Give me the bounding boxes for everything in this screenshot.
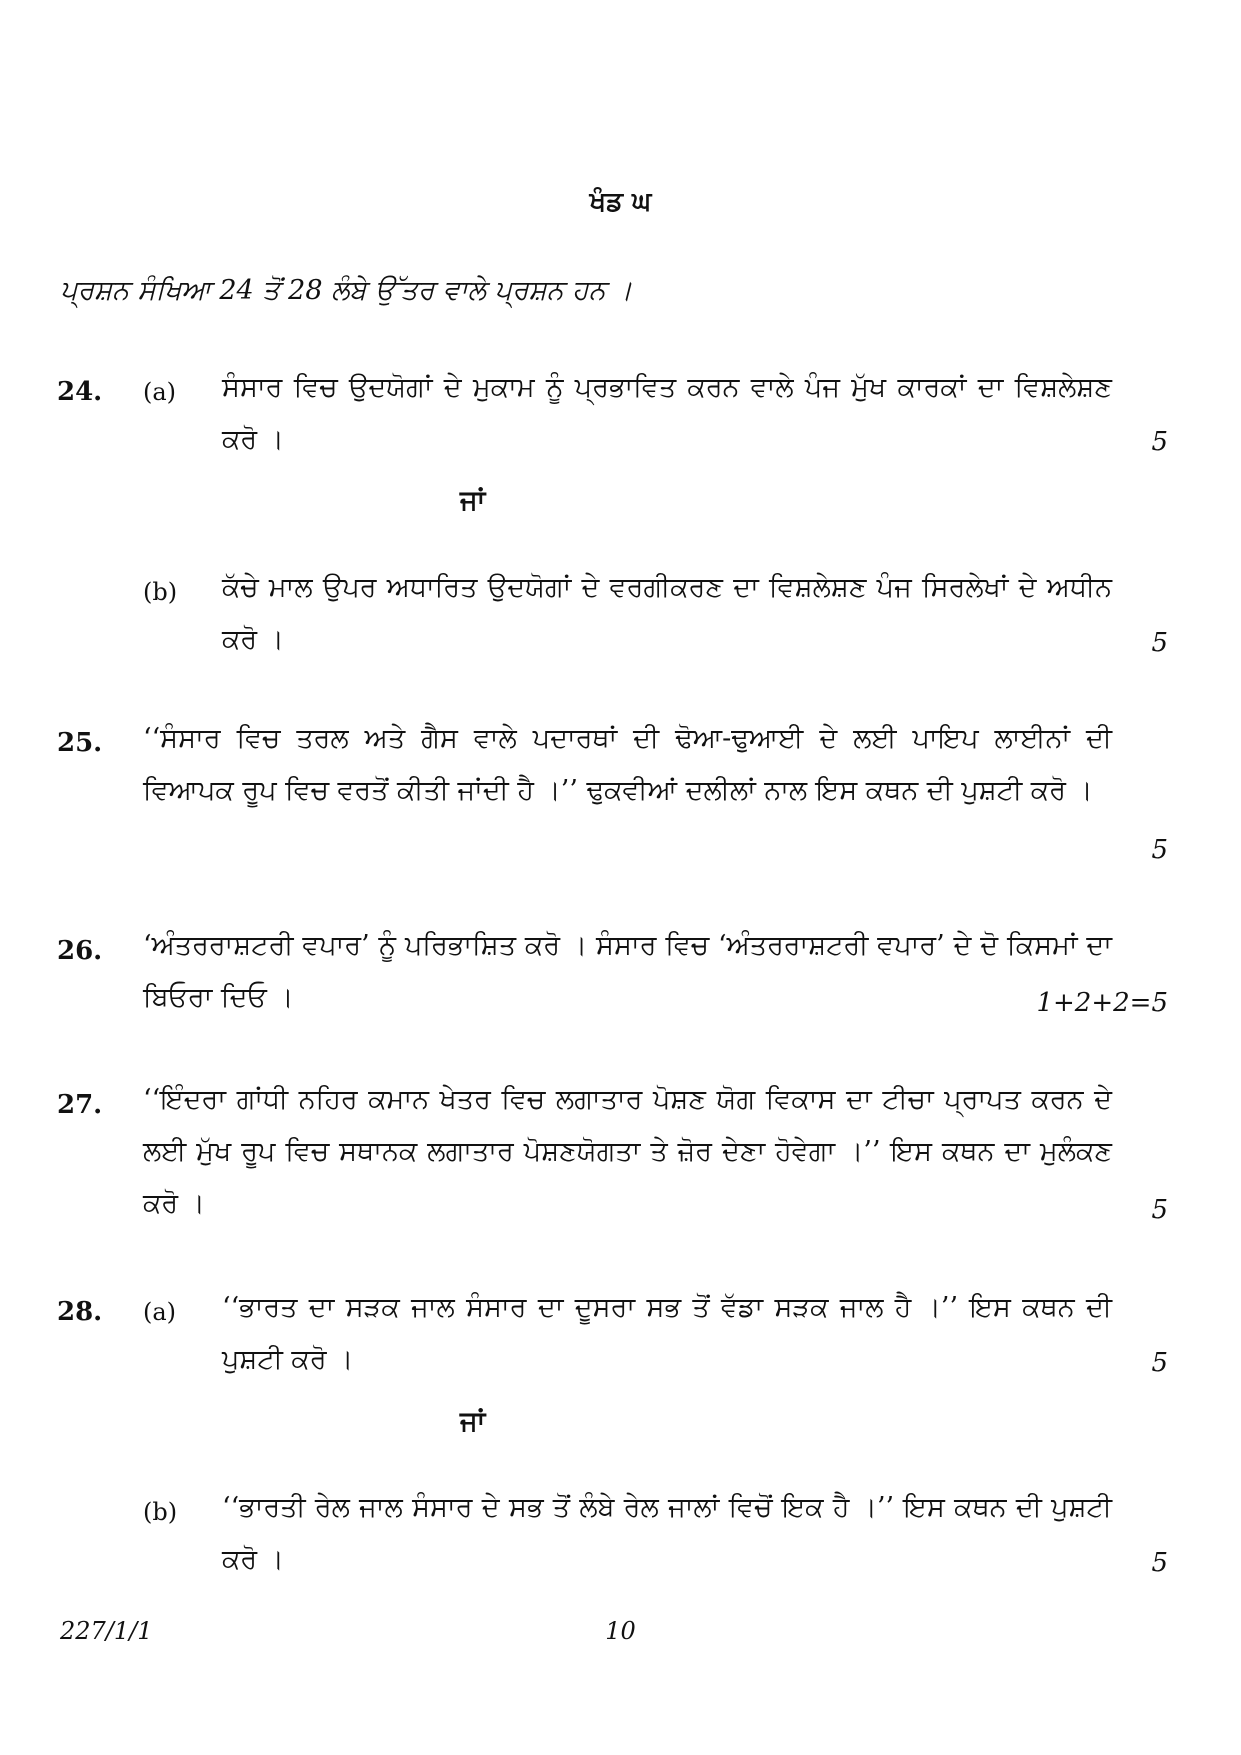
option-a-text: ‘‘ਭਾਰਤ ਦਾ ਸੜਕ ਜਾਲ ਸੰਸਾਰ ਦਾ ਦੂਸਰਾ ਸਭ ਤੋਂ ਵੱਡਾ ਸੜਕ ਜਾਲ ਹੈ ।’’ ਇਸ ਕਥਨ ਦੀ ਪੁਸ਼ਟੀ ਕਰੋ । [222, 1292, 1112, 1375]
option-b-text: ‘‘ਭਾਰਤੀ ਰੇਲ ਜਾਲ ਸੰਸਾਰ ਦੇ ਸਭ ਤੋਂ ਲੰਬੇ ਰੇਲ ਜਾਲਾਂ ਵਿਚੋਂ ਇਕ ਹੈ ।’’ ਇਸ ਕਥਨ ਦੀ ਪੁਸ਼ਟੀ ਕਰੋ । [222, 1492, 1112, 1575]
marks: 5 [1151, 1548, 1168, 1578]
section-instruction: ਪ੍ਰਸ਼ਨ ਸੰਖਿਆ 24 ਤੋਂ 28 ਲੰਬੇ ਉੱਤਰ ਵਾਲੇ ਪ੍ਰਸ਼ਨ ਹਨ । [60, 275, 633, 306]
marks: 5 [1151, 427, 1168, 457]
question-text: ‘ਅੰਤਰਰਾਸ਼ਟਰੀ ਵਪਾਰ’ ਨੂੰ ਪਰਿਭਾਸ਼ਿਤ ਕਰੋ । ਸੰਸਾਰ ਵਿਚ ‘ਅੰਤਰਰਾਸ਼ਟਰੀ ਵਪਾਰ’ ਦੇ ਦੋ ਕਿਸਮਾਂ ਦਾ ਬਿਓਰਾ ਦਿਓ । [143, 930, 1112, 1013]
question-number: 24. [57, 377, 103, 407]
option-a-label: (a) [143, 378, 177, 406]
marks: 5 [1151, 1348, 1168, 1378]
option-b-text: ਕੱਚੇ ਮਾਲ ਉਪਰ ਅਧਾਰਿਤ ਉਦਯੋਗਾਂ ਦੇ ਵਰਗੀਕਰਣ ਦਾ ਵਿਸ਼ਲੇਸ਼ਣ ਪੰਜ ਸਿਰਲੇਖਾਂ ਦੇ ਅਧੀਨ ਕਰੋ । [222, 572, 1112, 655]
question-number: 28. [57, 1297, 103, 1327]
question-text: ‘‘ਇੰਦਰਾ ਗਾਂਧੀ ਨਹਿਰ ਕਮਾਨ ਖੇਤਰ ਵਿਚ ਲਗਾਤਾਰ ਪੋਸ਼ਣ ਯੋਗ ਵਿਕਾਸ ਦਾ ਟੀਚਾ ਪ੍ਰਾਪਤ ਕਰਨ ਦੇ ਲਈ ਮੁੱਖ ਰੂਪ ਵਿਚ ਸਥਾਨਕ ਲਗਾਤਾਰ ਪੋਸ਼ਣਯੋਗਤਾ ਤੇ ਜ਼ੋਰ ਦੇਣਾ ਹੋਵੇਗਾ ।’’ ਇਸ ਕਥਨ ਦਾ ਮੁਲੰਕਣ ਕਰੋ । [143, 1084, 1112, 1219]
marks: 1+2+2=5 [1036, 988, 1168, 1018]
option-b-label: (b) [143, 1498, 178, 1526]
question-number: 25. [57, 728, 103, 758]
marks: 5 [1151, 1195, 1168, 1225]
marks: 5 [1151, 835, 1168, 865]
question-number: 27. [57, 1090, 103, 1120]
option-b-label: (b) [143, 578, 178, 606]
page-number: 10 [605, 1617, 636, 1645]
section-title: ਖੰਡ ਘ [589, 187, 652, 217]
or-divider: ਜਾਂ [460, 485, 486, 516]
option-a-text: ਸੰਸਾਰ ਵਿਚ ਉਦਯੋਗਾਂ ਦੇ ਮੁਕਾਮ ਨੂੰ ਪ੍ਰਭਾਵਿਤ ਕਰਨ ਵਾਲੇ ਪੰਜ ਮੁੱਖ ਕਾਰਕਾਂ ਦਾ ਵਿਸ਼ਲੇਸ਼ਣ ਕਰੋ । [222, 372, 1112, 455]
paper-code: 227/1/1 [60, 1617, 153, 1645]
marks: 5 [1151, 628, 1168, 658]
option-a-label: (a) [143, 1298, 177, 1326]
or-divider: ਜਾਂ [460, 1406, 486, 1437]
question-number: 26. [57, 936, 103, 966]
question-text: ‘‘ਸੰਸਾਰ ਵਿਚ ਤਰਲ ਅਤੇ ਗੈਸ ਵਾਲੇ ਪਦਾਰਥਾਂ ਦੀ ਢੋਆ-ਢੁਆਈ ਦੇ ਲਈ ਪਾਇਪ ਲਾਈਨਾਂ ਦੀ ਵਿਆਪਕ ਰੂਪ ਵਿਚ ਵਰਤੋਂ ਕੀਤੀ ਜਾਂਦੀ ਹੈ ।’’ ਢੁਕਵੀਆਂ ਦਲੀਲਾਂ ਨਾਲ ਇਸ ਕਥਨ ਦੀ ਪੁਸ਼ਟੀ ਕਰੋ । [143, 723, 1112, 806]
